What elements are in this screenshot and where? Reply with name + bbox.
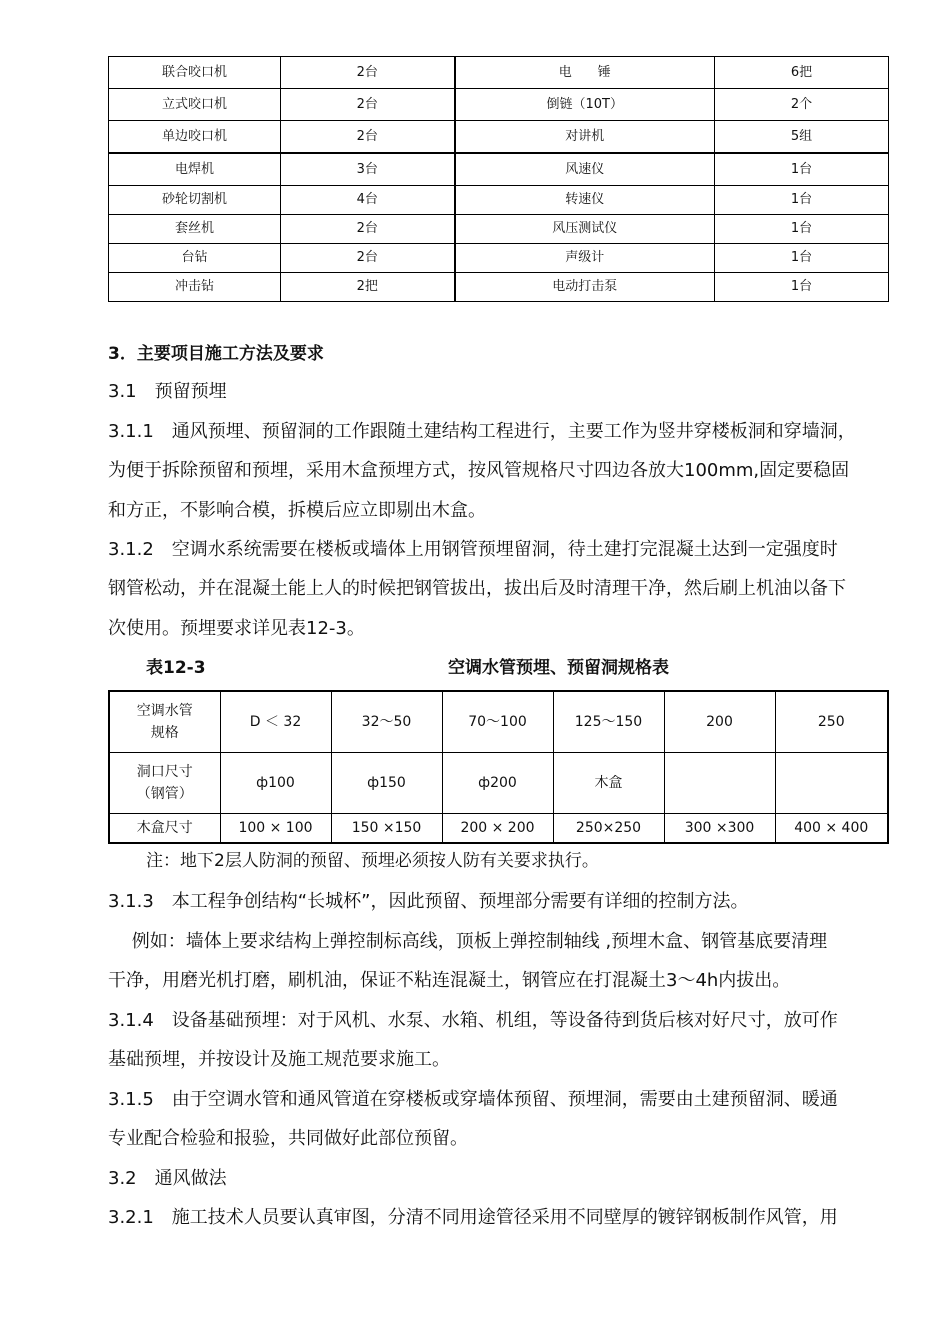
paragraph-line: 3.1.1 通风预埋、预留洞的工作跟随土建结构工程进行，主要工作为竖井穿楼板洞和穿墙洞， [108, 421, 856, 442]
table-cell: 冲击钻 [109, 273, 281, 302]
table-cell: 电焊机 [109, 153, 281, 186]
table-row [109, 753, 888, 814]
table-cell: D ＜ 32 [220, 691, 331, 753]
table-cell: 4台 [281, 186, 455, 215]
table-cell: ф150 [331, 753, 442, 814]
table-number: 表12-3 [146, 658, 206, 678]
table-cell: 32～50 [331, 691, 442, 753]
table-cell: 1台 [715, 153, 889, 186]
table-row [109, 186, 889, 215]
paragraph-line: 3.1.5 由于空调水管和通风管道在穿楼板或穿墙体预留、预埋洞，需要由土建预留洞、暖通 [108, 1089, 838, 1110]
table-row [109, 691, 888, 753]
table-cell: 250 [775, 691, 888, 753]
table-cell: 150 ×150 [331, 814, 442, 844]
table-cell: 70～100 [442, 691, 553, 753]
paragraph-line: 基础预埋，并按设计及施工规范要求施工。 [108, 1049, 450, 1070]
table-cell: 洞口尺寸 （钢管） [109, 753, 220, 814]
equipment-table [108, 56, 889, 302]
table-note: 注：地下2层人防洞的预留、预埋必须按人防有关要求执行。 [146, 851, 599, 871]
table-cell [775, 753, 888, 814]
table-cell [664, 753, 775, 814]
table-cell: 木盒尺寸 [109, 814, 220, 844]
table-cell: 300 ×300 [664, 814, 775, 844]
table-cell: 2台 [281, 215, 455, 244]
paragraph-line: 3.1.2 空调水系统需要在楼板或墙体上用钢管预埋留洞，待土建打完混凝土达到一定强度时 [108, 539, 838, 560]
table-cell: 声级计 [455, 244, 715, 273]
section-heading: 3．主要项目施工方法及要求 [108, 344, 324, 364]
table-cell: 电 锤 [455, 57, 715, 89]
paragraph-line: 干净，用磨光机打磨，刷机油，保证不粘连混凝土，钢管应在打混凝土3～4h内拔出。 [108, 970, 791, 991]
table-row [109, 814, 888, 844]
paragraph-line: 3.1 预留预埋 [108, 381, 227, 402]
table-cell: 2把 [281, 273, 455, 302]
table-cell: 电动打击泵 [455, 273, 715, 302]
table-cell: 2台 [281, 89, 455, 121]
paragraph-line: 次使用。预埋要求详见表12-3。 [108, 618, 365, 639]
table-cell: 立式咬口机 [109, 89, 281, 121]
table-row [109, 215, 889, 244]
table-cell: 3台 [281, 153, 455, 186]
table-title: 空调水管预埋、预留洞规格表 [448, 658, 669, 678]
table-cell: 2台 [281, 244, 455, 273]
table-row [109, 89, 889, 121]
spec-table [108, 690, 889, 844]
table-cell: 空调水管 规格 [109, 691, 220, 753]
table-cell: 250×250 [553, 814, 664, 844]
table-cell: 2台 [281, 57, 455, 89]
paragraph-line: 3.1.3 本工程争创结构“长城杯”，因此预留、预埋部分需要有详细的控制方法。 [108, 891, 749, 912]
table-cell: ф100 [220, 753, 331, 814]
table-cell: 对讲机 [455, 121, 715, 154]
table-cell: 风速仪 [455, 153, 715, 186]
paragraph-line: 3.2 通风做法 [108, 1168, 227, 1189]
table-cell: 1台 [715, 244, 889, 273]
table-cell: 1台 [715, 186, 889, 215]
table-cell: 125～150 [553, 691, 664, 753]
paragraph-line: 和方正，不影响合模，拆模后应立即剔出木盒。 [108, 500, 486, 521]
table-row [109, 273, 889, 302]
table-cell: 400 × 400 [775, 814, 888, 844]
paragraph-line: 3.1.4 设备基础预埋：对于风机、水泵、水箱、机组，等设备待到货后核对好尺寸，放可作 [108, 1010, 838, 1031]
table-row [109, 57, 889, 89]
table-cell: 2个 [715, 89, 889, 121]
table-cell: 1台 [715, 273, 889, 302]
table-cell: 台钻 [109, 244, 281, 273]
table-cell: 联合咬口机 [109, 57, 281, 89]
table-cell: 100 × 100 [220, 814, 331, 844]
paragraph-line: 3.2.1 施工技术人员要认真审图，分清不同用途管径采用不同壁厚的镀锌钢板制作风管，用 [108, 1207, 838, 1228]
table-cell: 风压测试仪 [455, 215, 715, 244]
table-cell: 200 × 200 [442, 814, 553, 844]
paragraph-line: 专业配合检验和报验，共同做好此部位预留。 [108, 1128, 468, 1149]
table-cell: 2台 [281, 121, 455, 154]
table-cell: 1台 [715, 215, 889, 244]
table-cell: 砂轮切割机 [109, 186, 281, 215]
table-cell: 5组 [715, 121, 889, 154]
table-cell: 单边咬口机 [109, 121, 281, 154]
table-cell: 木盒 [553, 753, 664, 814]
paragraph-line: 例如：墙体上要求结构上弹控制标高线，顶板上弹控制轴线 ,预埋木盒、钢管基底要清理 [108, 931, 828, 952]
table-cell: ф200 [442, 753, 553, 814]
paragraph-line: 为便于拆除预留和预埋，采用木盒预埋方式，按风管规格尺寸四边各放大100mm,固定要稳固 [108, 460, 850, 481]
table-row [109, 121, 889, 154]
table-cell: 转速仪 [455, 186, 715, 215]
table-row [109, 153, 889, 186]
table-cell: 200 [664, 691, 775, 753]
table-cell: 套丝机 [109, 215, 281, 244]
table-cell: 倒链（10T） [455, 89, 715, 121]
table-row [109, 244, 889, 273]
paragraph-line: 钢管松动，并在混凝土能上人的时候把钢管拔出，拔出后及时清理干净，然后刷上机油以备下 [108, 578, 846, 599]
table-cell: 6把 [715, 57, 889, 89]
